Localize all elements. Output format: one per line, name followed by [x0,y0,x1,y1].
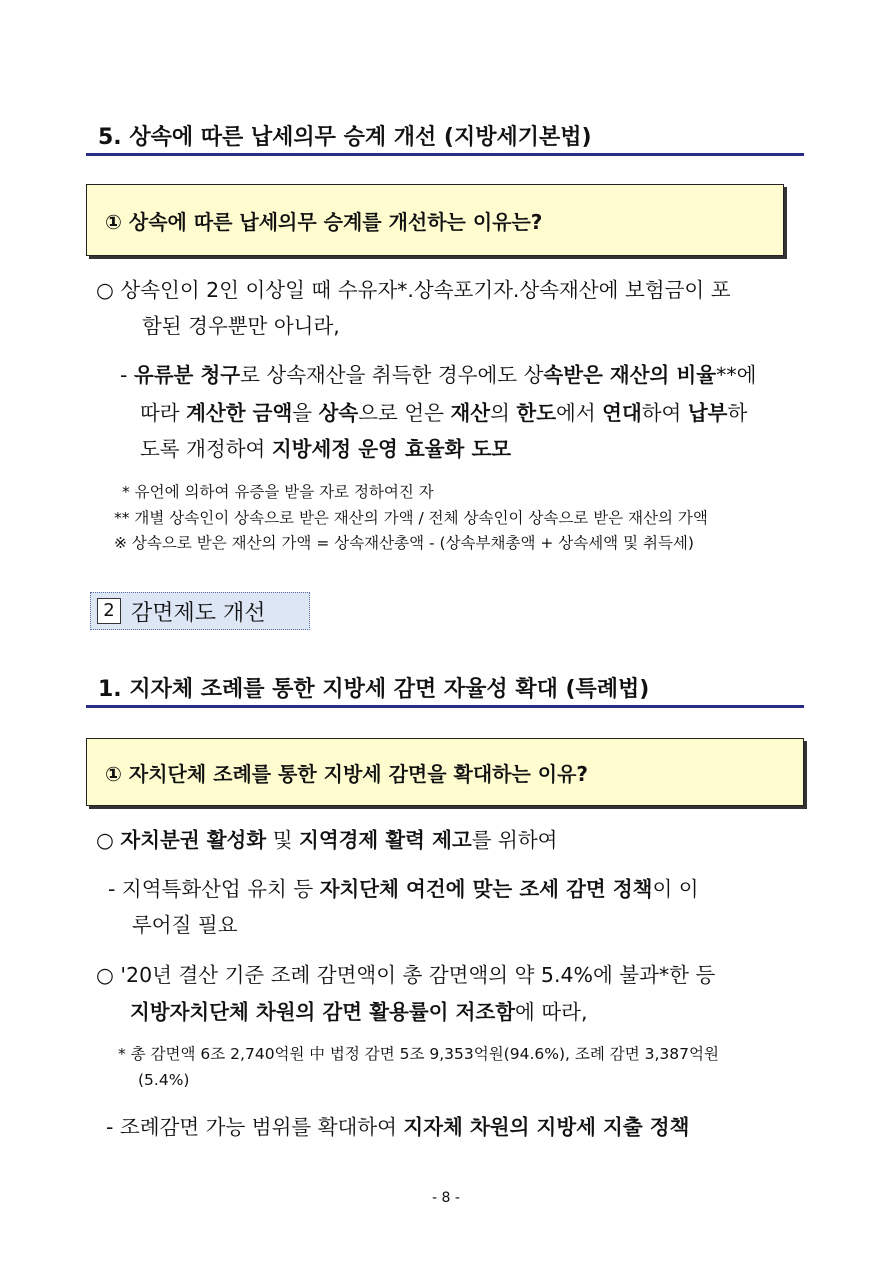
text: 에서 [556,401,603,425]
emphasis: 지방자치단체 차원의 감면 활용률이 저조함 [130,1000,516,1024]
part-title: 감면제도 개선 [131,600,266,626]
text: - [120,363,134,387]
emphasis: 한도 [516,401,557,425]
emphasis: 자치단체 여건에 맞는 조세 감면 정책 [319,877,653,901]
heading-rule [86,705,804,708]
text: 하여 [641,401,688,425]
section-heading: 1. 지자체 조례를 통한 지방세 감면 자율성 확대 (특례법) [98,677,650,702]
emphasis: 속받은 재산의 비율 [543,363,717,387]
question-box [86,184,784,256]
text: 및 [266,828,300,852]
heading-rule [86,153,804,156]
emphasis: 상속 [318,401,359,425]
section-heading: 5. 상속에 따른 납세의무 승계 개선 (지방세기본법) [98,125,592,150]
question-text: ① 자치단체 조례를 통한 지방세 감면을 확대하는 이유? [105,761,588,786]
emphasis: 자치분권 활성화 [120,828,267,852]
emphasis: 유류분 청구 [133,363,241,387]
text: 의 [490,401,517,425]
footnote: * 유언에 의하여 유증을 받을 자로 정하여진 자 [122,483,434,501]
dash-item-line: 루어질 필요 [132,913,238,937]
paragraph-line: ○ 상속인이 2인 이상일 때 수유자*.상속포기자.상속재산에 보험금이 포 [96,278,731,302]
paragraph-line [130,997,587,1027]
text: - 조례감면 가능 범위를 확대하여 [106,1115,404,1139]
emphasis: 납부 [687,401,728,425]
text: **에 [716,363,757,387]
text: - 지역특화산업 유치 등 [108,877,320,901]
question-box [86,738,804,806]
dash-item-line [106,1112,689,1142]
footnote: ** 개별 상속인이 상속으로 받은 재산의 가액 / 전체 상속인이 상속으로 받은 재산의 가액 [114,509,708,527]
emphasis: 지방세정 운영 효율화 도모 [271,437,512,461]
text: ○ [96,828,121,852]
emphasis: 계산한 금액 [186,401,293,425]
paragraph-line [96,825,557,855]
emphasis: 지자체 차원의 지방세 지출 정책 [403,1115,690,1139]
footnote: * 총 감면액 6조 2,740억원 中 법정 감면 5조 9,353억원(94.6%), 조례 감면 3,387억원 [118,1045,719,1063]
dash-item-line [108,874,699,904]
emphasis: 지역경제 활력 제고 [299,828,472,852]
page-number: - 8 - [432,1190,460,1206]
emphasis: 재산 [450,401,491,425]
text: 도록 개정하여 [140,437,272,461]
part-number: 2 [97,598,121,624]
footnote: (5.4%) [138,1071,190,1089]
paragraph-line: ○ '20년 결산 기준 조례 감면액이 총 감면액의 약 5.4%에 불과*한 등 [96,963,716,987]
paragraph-line: 함된 경우뿐만 아니라, [142,314,340,338]
question-text: ① 상속에 따른 납세의무 승계를 개선하는 이유는? [105,209,543,234]
text: 에 따라, [515,1000,588,1024]
text: 으로 얻은 [358,401,451,425]
text: 하 [727,401,748,425]
text: 를 위하여 [471,828,558,852]
footnote: ※ 상속으로 받은 재산의 가액 = 상속재산총액 - (상속부채총액 + 상속세액 및 취득세) [114,534,694,552]
text: 이 이 [652,877,699,901]
text: 로 상속재산을 취득한 경우에도 상 [240,363,544,387]
dash-item-line [140,398,747,428]
text: 을 [292,401,319,425]
text: 따라 [140,401,187,425]
emphasis: 연대 [602,401,642,425]
dash-item-line [120,360,756,390]
dash-item-line [140,434,511,464]
part-title-box [90,592,310,630]
